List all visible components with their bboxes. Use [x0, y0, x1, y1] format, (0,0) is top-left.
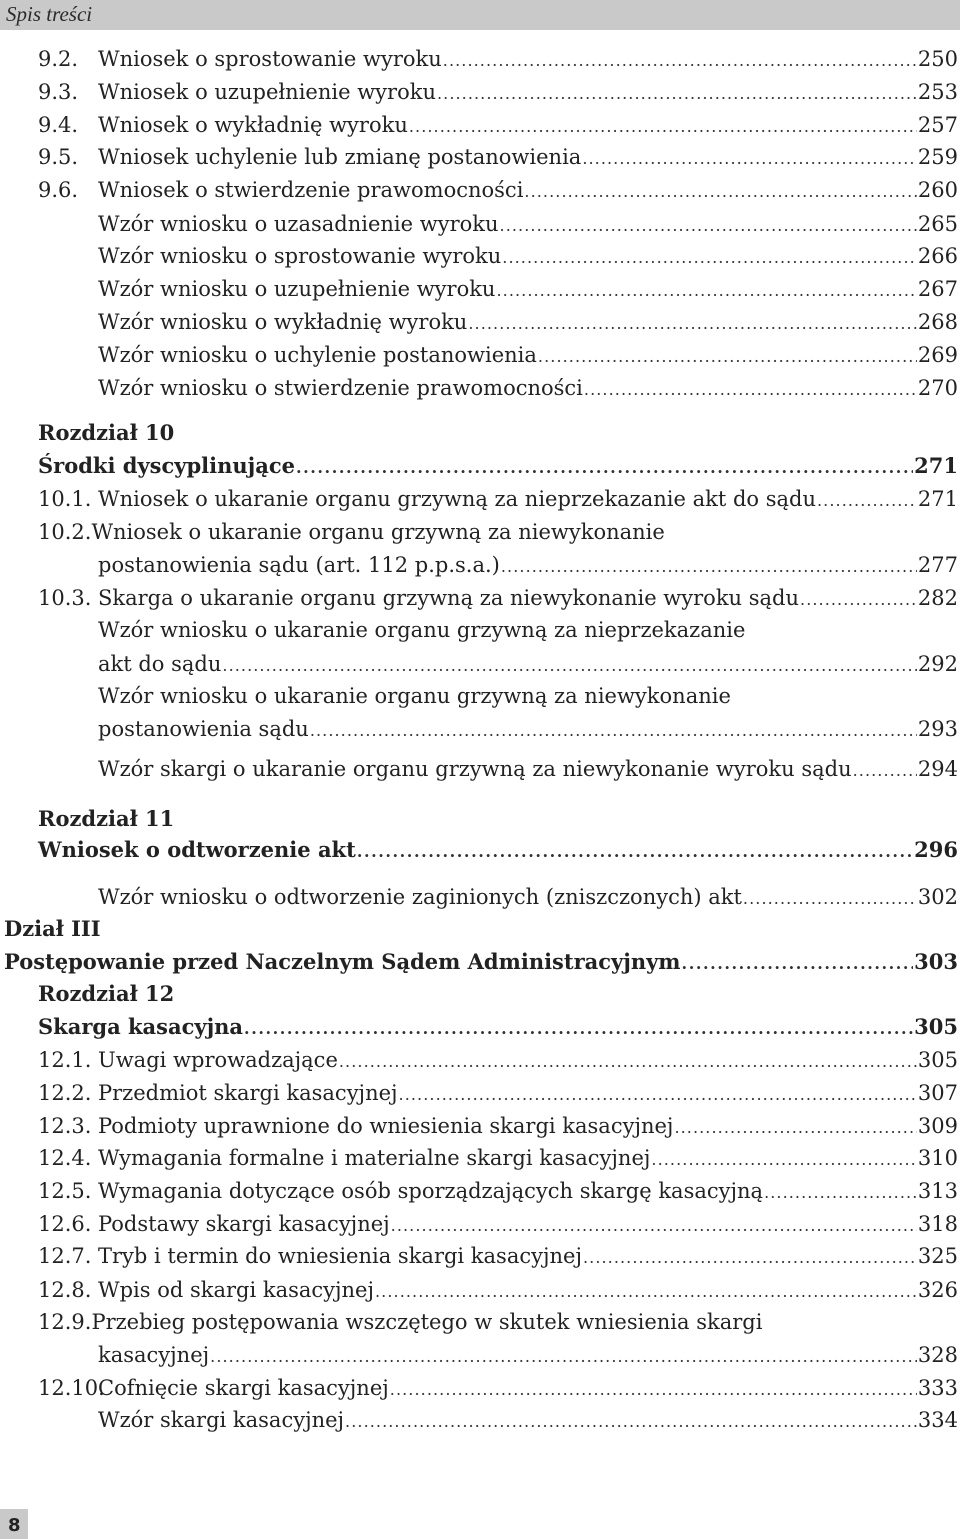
- toc-entry[interactable]: [98, 682, 958, 710]
- entry-number: 9.4.: [38, 113, 79, 137]
- entry-title-continuation: kasacyjnej: [98, 1343, 210, 1367]
- entry-page: 305: [917, 1048, 958, 1072]
- dot-leader: [222, 650, 917, 678]
- entry-title-continuation: postanowienia sądu (art. 112 p.p.s.a.): [98, 553, 500, 577]
- entry-title: Wniosek o sprostowanie wyroku: [98, 47, 442, 71]
- entry-page: 326: [917, 1278, 958, 1302]
- entry-title: Wzór wniosku o ukaranie organu grzywną za niewykonanie: [98, 684, 731, 708]
- entry-page: 266: [917, 244, 958, 268]
- dot-leader: [375, 1276, 917, 1304]
- entry-title: Wzór skargi o ukaranie organu grzywną za niewykonanie wyroku sądu: [98, 757, 852, 781]
- dot-leader: [674, 1112, 916, 1140]
- dot-leader: [743, 883, 917, 911]
- toc-entry[interactable]: [38, 143, 958, 171]
- entry-title: Wniosek o ukaranie organu grzywną za niewykonanie: [91, 520, 665, 544]
- toc-entry[interactable]: [38, 1112, 958, 1140]
- entry-page: 302: [917, 885, 958, 909]
- dot-leader: [345, 1406, 917, 1434]
- entry-title: Tryb i termin do wniesienia skargi kasacyjnej: [98, 1244, 582, 1268]
- entry-number: 10.3.: [38, 586, 92, 610]
- entry-number: 12.8.: [38, 1278, 92, 1302]
- entry-title: Wzór wniosku o sprostowanie wyroku: [98, 244, 502, 268]
- entry-number: 9.6.: [38, 178, 79, 202]
- toc-entry[interactable]: [98, 275, 958, 303]
- entry-title: Przebieg postępowania wszczętego w skutek wniesienia skargi: [91, 1310, 763, 1334]
- entry-title: Skarga kasacyjna: [38, 1014, 244, 1039]
- toc-entry[interactable]: [38, 452, 958, 480]
- entry-page: 294: [917, 757, 958, 781]
- entry-page: 293: [917, 717, 958, 741]
- toc-entry[interactable]: [98, 242, 958, 270]
- entry-page: 257: [917, 113, 958, 137]
- entry-page: 271: [914, 453, 958, 478]
- entry-page: 292: [917, 652, 958, 676]
- entry-page: 305: [914, 1014, 958, 1039]
- entry-title: Wzór wniosku o stwierdzenie prawomocności: [98, 376, 583, 400]
- entry-title: Wzór skargi kasacyjnej: [98, 1408, 345, 1432]
- entry-page: 270: [917, 376, 958, 400]
- toc-entry[interactable]: [38, 518, 958, 546]
- entry-title: Wymagania formalne i materialne skargi kasacyjnej: [98, 1146, 651, 1170]
- entry-page: 333: [917, 1376, 958, 1400]
- chapter-heading: Rozdział 10: [38, 420, 175, 445]
- dot-leader: [210, 1341, 917, 1369]
- toc-entry[interactable]: [38, 1177, 958, 1205]
- dot-leader: [357, 836, 913, 864]
- toc-entry[interactable]: [38, 1079, 958, 1107]
- running-header-title: Spis treści: [6, 2, 93, 26]
- toc-entry[interactable]: [38, 1308, 958, 1336]
- entry-title: Wniosek o ukaranie organu grzywną za nieprzekazanie akt do sądu: [98, 487, 816, 511]
- entry-page: 277: [917, 553, 958, 577]
- dot-leader: [496, 275, 916, 303]
- entry-number: 9.2.: [38, 47, 79, 71]
- toc-entry[interactable]: [38, 1374, 958, 1402]
- entry-page: 309: [917, 1114, 958, 1138]
- dot-leader: [584, 374, 917, 402]
- entry-page: 253: [917, 80, 958, 104]
- entry-title: Wpis od skargi kasacyjnej: [98, 1278, 374, 1302]
- entry-page: 269: [917, 343, 958, 367]
- dot-leader: [501, 551, 917, 579]
- entry-number: 12.2.: [38, 1081, 92, 1105]
- entry-number: 12.6.: [38, 1212, 92, 1236]
- toc-entry-continuation[interactable]: [98, 1341, 958, 1369]
- entry-title: Wzór wniosku o uzupełnienie wyroku: [98, 277, 496, 301]
- entry-title: Podmioty uprawnione do wniesienia skargi kasacyjnej: [98, 1114, 674, 1138]
- dot-leader: [443, 45, 917, 73]
- entry-page: 268: [917, 310, 958, 334]
- entry-title: Postępowanie przed Naczelnym Sądem Administracyjnym: [4, 949, 681, 974]
- entry-title: Wzór wniosku o odtworzenie zaginionych (zniszczonych) akt: [98, 885, 742, 909]
- dot-leader: [339, 1046, 917, 1074]
- toc-entry[interactable]: [38, 836, 958, 864]
- toc-entry[interactable]: [38, 1276, 958, 1304]
- entry-number: 12.7.: [38, 1244, 92, 1268]
- toc-entry[interactable]: [38, 1242, 958, 1270]
- dot-leader: [468, 308, 917, 336]
- entry-title-continuation: akt do sądu: [98, 652, 222, 676]
- running-header: [0, 0, 960, 30]
- dot-leader: [409, 111, 917, 139]
- entry-page: 282: [917, 586, 958, 610]
- dot-leader: [582, 143, 917, 171]
- dot-leader: [296, 452, 913, 480]
- entry-title: Cofnięcie skargi kasacyjnej: [98, 1376, 389, 1400]
- entry-page: 259: [917, 145, 958, 169]
- dot-leader: [390, 1374, 917, 1402]
- dot-leader: [244, 1013, 913, 1041]
- dot-leader: [391, 1210, 917, 1238]
- entry-title: Podstawy skargi kasacyjnej: [98, 1212, 390, 1236]
- dot-leader: [764, 1177, 917, 1205]
- entry-page: 318: [917, 1212, 958, 1236]
- chapter-heading: Rozdział 12: [38, 981, 175, 1006]
- toc-entry[interactable]: [98, 755, 958, 783]
- page-number: 8: [8, 1515, 21, 1536]
- dot-leader: [817, 485, 917, 513]
- dot-leader: [524, 176, 917, 204]
- toc-entry[interactable]: [98, 374, 958, 402]
- entry-number: 10.1.: [38, 487, 92, 511]
- toc-entry[interactable]: [38, 176, 958, 204]
- toc-entry-continuation[interactable]: [98, 715, 958, 743]
- entry-title: Wniosek uchylenie lub zmianę postanowienia: [98, 145, 582, 169]
- entry-page: 250: [917, 47, 958, 71]
- dot-leader: [310, 715, 917, 743]
- entry-number: 12.1.: [38, 1048, 92, 1072]
- entry-title: Wzór wniosku o wykładnię wyroku: [98, 310, 468, 334]
- toc-entry[interactable]: [38, 45, 958, 73]
- entry-page: 271: [917, 487, 958, 511]
- dot-leader: [538, 341, 917, 369]
- entry-title: Wzór wniosku o ukaranie organu grzywną za nieprzekazanie: [98, 618, 746, 642]
- toc-entry[interactable]: [98, 210, 958, 238]
- entry-page: 307: [917, 1081, 958, 1105]
- dot-leader: [399, 1079, 917, 1107]
- entry-page: 313: [917, 1179, 958, 1203]
- toc-entry[interactable]: [98, 308, 958, 336]
- entry-title: Wzór wniosku o uzasadnienie wyroku: [98, 212, 499, 236]
- entry-number: 10.2.: [38, 520, 92, 544]
- toc-entry[interactable]: [38, 584, 958, 612]
- entry-title: Wzór wniosku o uchylenie postanowienia: [98, 343, 537, 367]
- entry-number: 12.4.: [38, 1146, 92, 1170]
- entry-title: Wniosek o uzupełnienie wyroku: [98, 80, 436, 104]
- toc-entry[interactable]: [98, 616, 958, 644]
- entry-page: 265: [917, 212, 958, 236]
- entry-page: 260: [917, 178, 958, 202]
- entry-page: 328: [917, 1343, 958, 1367]
- toc-entry[interactable]: [98, 883, 958, 911]
- dot-leader: [583, 1242, 917, 1270]
- toc-entry[interactable]: [38, 111, 958, 139]
- entry-number: 12.3.: [38, 1114, 92, 1138]
- chapter-heading: Rozdział 11: [38, 806, 175, 831]
- entry-number: 9.3.: [38, 80, 79, 104]
- entry-page: 267: [917, 277, 958, 301]
- entry-title-continuation: postanowienia sądu: [98, 717, 309, 741]
- entry-title: Wniosek o stwierdzenie prawomocności: [98, 178, 524, 202]
- entry-page: 296: [914, 837, 958, 862]
- toc-entry[interactable]: [38, 78, 958, 106]
- entry-title: Skarga o ukaranie organu grzywną za niewykonanie wyroku sądu: [98, 586, 800, 610]
- toc-entry-continuation[interactable]: [98, 551, 958, 579]
- entry-title: Przedmiot skargi kasacyjnej: [98, 1081, 398, 1105]
- toc-entry[interactable]: [4, 948, 958, 976]
- entry-page: 325: [917, 1244, 958, 1268]
- entry-title: Wymagania dotyczące osób sporządzających skargę kasacyjną: [98, 1179, 764, 1203]
- toc-entry-continuation[interactable]: [98, 650, 958, 678]
- entry-number: 12.5.: [38, 1179, 92, 1203]
- toc-entry[interactable]: [38, 1013, 958, 1041]
- dot-leader: [500, 210, 917, 238]
- dot-leader: [853, 755, 917, 783]
- toc-entry[interactable]: [38, 485, 958, 513]
- entry-title: Uwagi wprowadzające: [98, 1048, 338, 1072]
- dot-leader: [800, 584, 917, 612]
- dot-leader: [502, 242, 917, 270]
- entry-page: 310: [917, 1146, 958, 1170]
- entry-number: 12.10.: [38, 1376, 105, 1400]
- entry-title: Wniosek o odtworzenie akt: [38, 837, 356, 862]
- dot-leader: [682, 948, 914, 976]
- entry-title: Wniosek o wykładnię wyroku: [98, 113, 408, 137]
- entry-page: 334: [917, 1408, 958, 1432]
- entry-number: 9.5.: [38, 145, 79, 169]
- entry-number: 12.9.: [38, 1310, 92, 1334]
- toc-entry[interactable]: [38, 1210, 958, 1238]
- toc-entry[interactable]: [98, 341, 958, 369]
- toc-entry[interactable]: [98, 1406, 958, 1434]
- toc-entry[interactable]: [38, 1144, 958, 1172]
- entry-title: Środki dyscyplinujące: [38, 453, 295, 478]
- entry-page: 303: [914, 949, 958, 974]
- dot-leader: [437, 78, 917, 106]
- toc-entry[interactable]: [38, 1046, 958, 1074]
- part-heading: Dział III: [4, 916, 101, 941]
- dot-leader: [651, 1144, 917, 1172]
